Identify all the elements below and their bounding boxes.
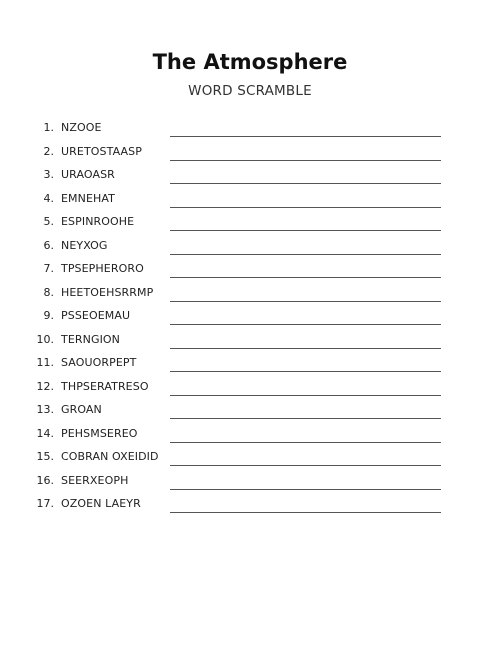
- scrambled-word: TPSEPHERORO: [61, 262, 144, 275]
- answer-line[interactable]: [170, 418, 441, 419]
- answer-line[interactable]: [170, 442, 441, 443]
- item-number: 15.: [36, 450, 54, 463]
- scrambled-word: THPSERATRESO: [61, 379, 149, 393]
- answer-line[interactable]: [170, 183, 441, 184]
- scramble-item: [0, 329, 500, 353]
- item-number: 2.: [43, 144, 54, 158]
- scramble-item: [0, 188, 500, 212]
- scrambled-word: EMNEHAT: [61, 191, 115, 205]
- scrambled-word: TERNGION: [61, 332, 120, 346]
- page-subtitle: WORD SCRAMBLE: [188, 83, 312, 99]
- scramble-item: [0, 117, 500, 141]
- answer-line[interactable]: [170, 348, 441, 349]
- item-number: 10.: [36, 332, 54, 346]
- item-number: 11.: [36, 356, 54, 369]
- item-number: 14.: [36, 426, 54, 440]
- scramble-item: [0, 141, 500, 165]
- scrambled-word: SEERXEOPH: [61, 473, 129, 487]
- scramble-list: [0, 117, 500, 517]
- scramble-item: [0, 399, 500, 423]
- page-title: The Atmosphere: [152, 50, 348, 74]
- scramble-item: [0, 352, 500, 376]
- scramble-item: [0, 423, 500, 447]
- scrambled-word: URETOSTAASP: [61, 144, 142, 158]
- scramble-item: [0, 164, 500, 188]
- scrambled-word: COBRAN OXEIDID: [61, 450, 159, 463]
- scrambled-word: PSSEOEMAU: [61, 309, 131, 322]
- item-number: 3.: [43, 168, 54, 181]
- answer-line[interactable]: [170, 395, 441, 396]
- answer-line[interactable]: [170, 324, 441, 325]
- scramble-item: [0, 282, 500, 306]
- answer-line[interactable]: [170, 136, 441, 137]
- answer-line[interactable]: [170, 512, 441, 513]
- item-number: 6.: [43, 238, 54, 252]
- scrambled-word: URAOASR: [61, 168, 115, 181]
- item-number: 9.: [43, 309, 54, 322]
- item-number: 5.: [43, 215, 54, 228]
- scramble-item: [0, 446, 500, 470]
- scrambled-word: NEYXOG: [61, 238, 108, 252]
- scrambled-word: PEHSMSEREO: [61, 426, 138, 440]
- item-number: 17.: [36, 497, 54, 510]
- answer-line[interactable]: [170, 160, 441, 161]
- scramble-item: [0, 470, 500, 494]
- answer-line[interactable]: [170, 465, 441, 466]
- answer-line[interactable]: [170, 371, 441, 372]
- item-number: 12.: [36, 379, 54, 393]
- scramble-item: [0, 376, 500, 400]
- scramble-item: [0, 235, 500, 259]
- scrambled-word: OZOEN LAEYR: [61, 497, 141, 510]
- scramble-item: [0, 493, 500, 517]
- scramble-item: [0, 211, 500, 235]
- answer-line[interactable]: [170, 254, 441, 255]
- item-number: 4.: [43, 191, 54, 205]
- item-number: 7.: [43, 262, 54, 275]
- scrambled-word: SAOUORPEPT: [61, 356, 137, 369]
- scrambled-word: GROAN: [61, 403, 102, 416]
- item-number: 16.: [36, 473, 54, 487]
- scramble-item: [0, 305, 500, 329]
- item-number: 8.: [43, 285, 54, 299]
- answer-line[interactable]: [170, 301, 441, 302]
- answer-line[interactable]: [170, 489, 441, 490]
- answer-line[interactable]: [170, 207, 441, 208]
- answer-line[interactable]: [170, 277, 441, 278]
- answer-line[interactable]: [170, 230, 441, 231]
- item-number: 1.: [43, 121, 54, 134]
- scrambled-word: HEETOEHSRRMP: [61, 285, 154, 299]
- scrambled-word: ESPINROOHE: [61, 215, 135, 228]
- item-number: 13.: [36, 403, 54, 416]
- scramble-item: [0, 258, 500, 282]
- scrambled-word: NZOOE: [61, 121, 102, 134]
